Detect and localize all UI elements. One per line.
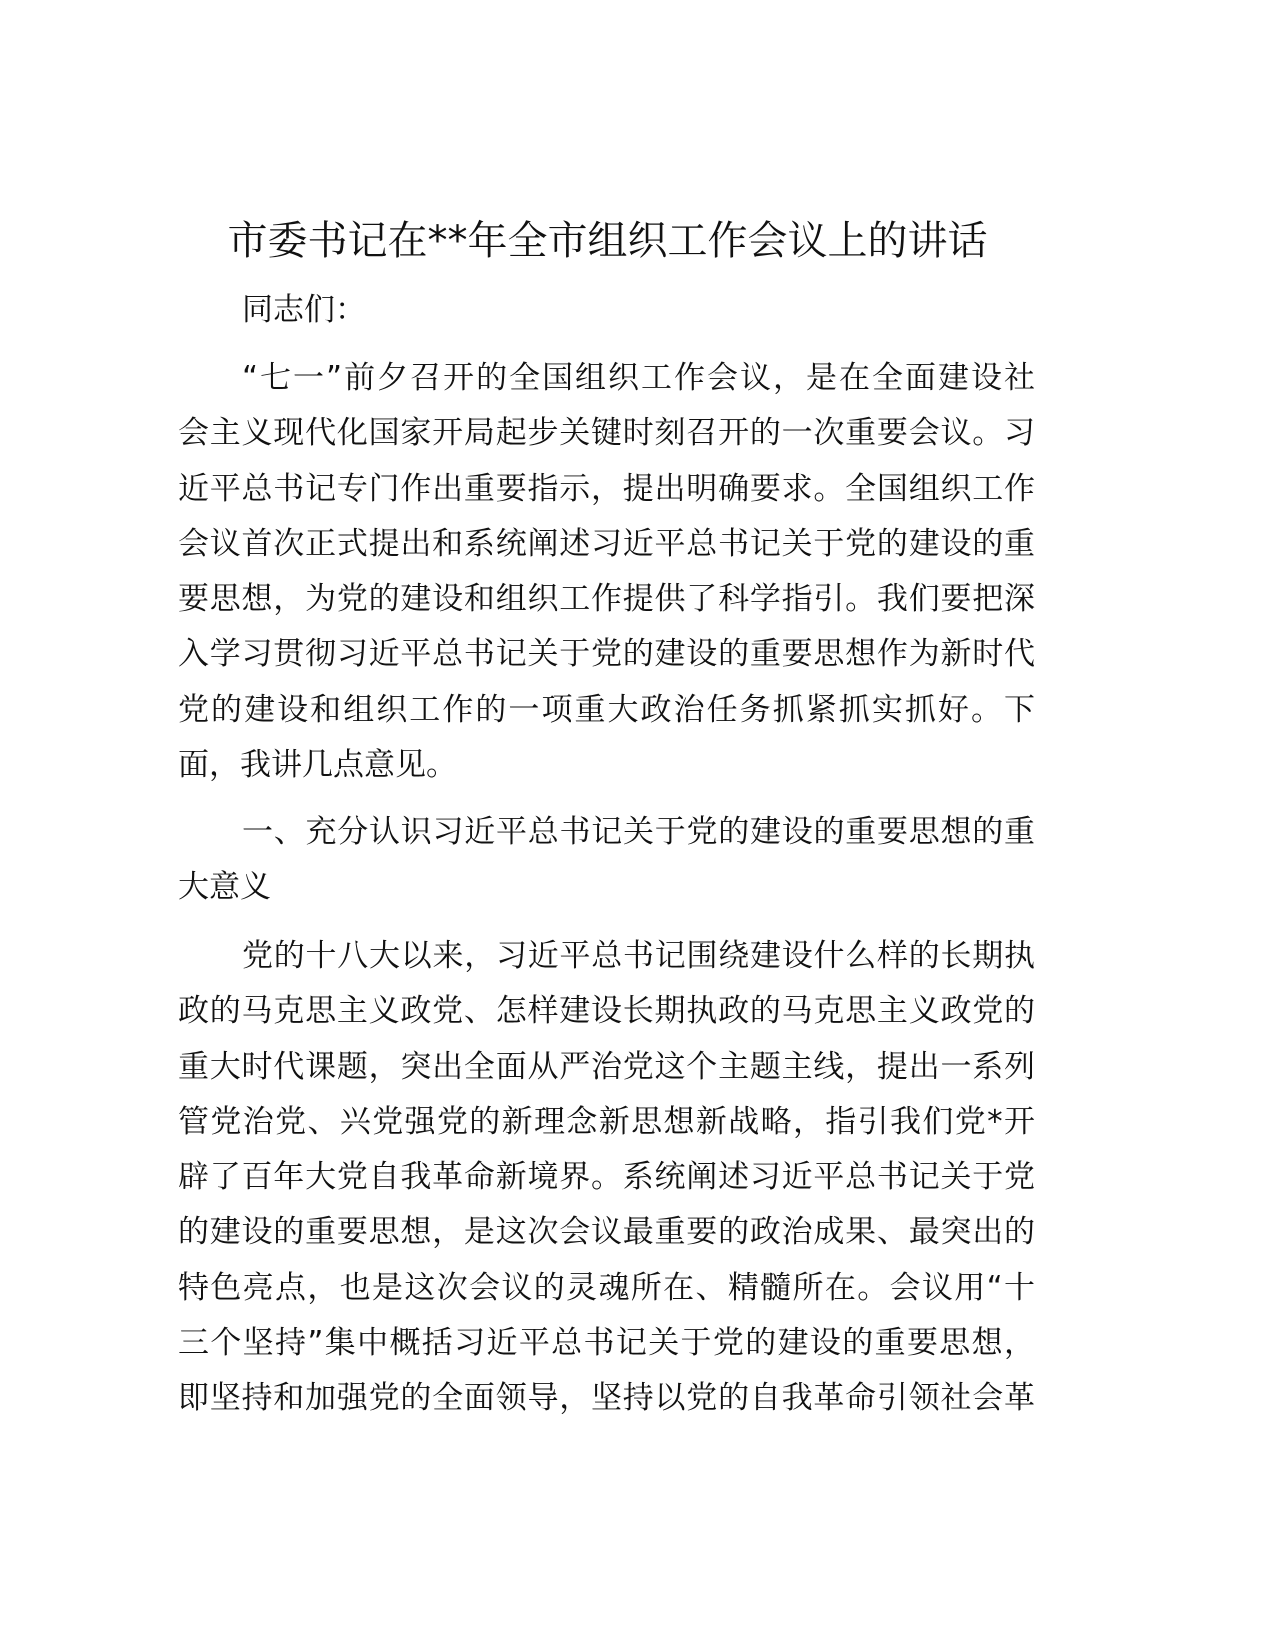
heading-line: 大意义 [178, 869, 271, 906]
text-line: 三个坚持”集中概括习近平总书记关于党的建设的重要思想， [178, 1325, 1035, 1362]
section-heading-1 [178, 805, 1035, 916]
salutation-block [178, 283, 1035, 338]
text-line: 面，我讲几点意见。 [178, 747, 457, 784]
text-line: 政的马克思主义政党、怎样建设长期执政的马克思主义政党的 [178, 993, 1035, 1030]
text-line: 会议首次正式提出和系统阐述习近平总书记关于党的建设的重 [178, 525, 1035, 562]
document-title: 市委书记在**年全市组织工作会议上的讲话 [227, 218, 988, 264]
text-line: 即坚持和加强党的全面领导，坚持以党的自我革命引领社会革 [178, 1380, 1035, 1417]
text-line: 管党治党、兴党强党的新理念新思想新战略，指引我们党*开 [178, 1103, 1035, 1140]
text-line: 的建设的重要思想，是这次会议最重要的政治成果、最突出的 [178, 1214, 1035, 1251]
heading-line: 一、充分认识习近平总书记关于党的建设的重要思想的重 [242, 814, 1035, 850]
text-line: 近平总书记专门作出重要指示，提出明确要求。全国组织工作 [178, 470, 1035, 507]
paragraph-2 [178, 929, 1035, 1427]
text-line: 要思想，为党的建设和组织工作提供了科学指引。我们要把深 [178, 581, 1035, 618]
text-line: 党的建设和组织工作的一项重大政治任务抓紧抓实抓好。下 [178, 691, 1035, 728]
paragraph-1 [178, 351, 1035, 793]
text-line: 党的十八大以来，习近平总书记围绕建设什么样的长期执 [242, 938, 1035, 974]
salutation: 同志们： [242, 292, 366, 328]
text-line: 入学习贯彻习近平总书记关于党的建设的重要思想作为新时代 [178, 636, 1035, 673]
text-line: 重大时代课题，突出全面从严治党这个主题主线，提出一系列 [178, 1048, 1035, 1085]
text-line: 辟了百年大党自我革命新境界。系统阐述习近平总书记关于党 [178, 1159, 1035, 1196]
text-line: 会主义现代化国家开局起步关键时刻召开的一次重要会议。习 [178, 415, 1035, 452]
text-line: 特色亮点，也是这次会议的灵魂所在、精髓所在。会议用“十 [178, 1269, 1035, 1306]
text-line: “七一”前夕召开的全国组织工作会议，是在全面建设社 [242, 360, 1035, 396]
